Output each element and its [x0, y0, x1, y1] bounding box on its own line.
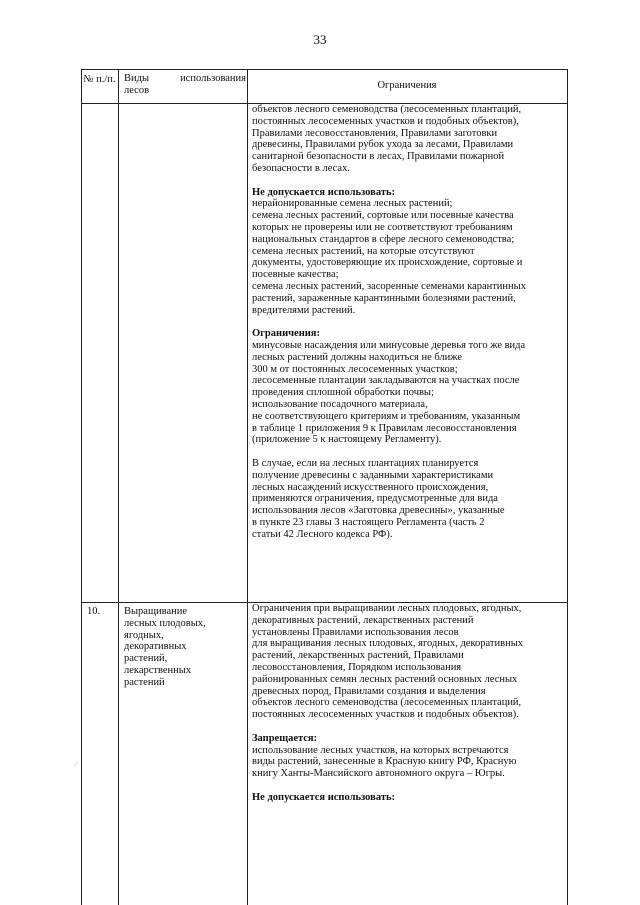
text-line: которых не проверены или не соответствуют требованиям [252, 221, 513, 233]
text-line: районированных семян лесных растений основных лесных [252, 673, 518, 685]
text-line: лесных плодовых, [124, 617, 206, 629]
text-line: древесных пород, Правилами создания и выделения [252, 685, 486, 697]
text-line: санитарной безопасности в лесах, Правилами пожарной [252, 151, 505, 163]
header-restrictions: Ограничения [377, 80, 437, 91]
forbidden-heading: Запрещается: [252, 732, 318, 744]
text-line: в таблице 1 приложения 9 к Правилам лесовосстановления [252, 422, 517, 434]
restrictions-list [252, 340, 562, 446]
text-line: виды растений, занесенные в Красную книгу РФ, Красную [252, 756, 517, 768]
header-forest-use-line1: Виды использования [124, 73, 246, 84]
text-line: минусовые насаждения или минусовые деревья того же вида [252, 339, 526, 351]
forbidden-list [252, 745, 562, 780]
row10-forest-use [124, 606, 246, 689]
text-line: безопасности в лесах. [252, 162, 350, 174]
table-top-border [81, 69, 568, 70]
text-line: семена лесных растений, сортовые или посевные качества [252, 210, 514, 222]
column-divider-2 [247, 69, 248, 905]
row10-paragraph [252, 603, 562, 721]
margin-mark: ⁄ [75, 760, 77, 769]
text-line: проведения сплошной обработки почвы; [252, 387, 434, 399]
continued-paragraph [252, 104, 562, 175]
text-line: статьи 42 Лесного кодекса РФ). [252, 528, 393, 540]
text-line: национальных стандартов в сфере лесного семеноводства; [252, 233, 515, 245]
header-forest-use-line2: лесов [124, 85, 150, 96]
text-line: использования лесов «Заготовка древесины», указанные [252, 505, 505, 517]
text-line: лесовосстановления, Порядком использования [252, 661, 462, 673]
not-allowed-list [252, 198, 562, 316]
text-line: В случае, если на лесных плантациях планируется [252, 457, 479, 469]
text-line: растений [124, 676, 165, 688]
row10-number: 10. [87, 606, 101, 617]
row10-restrictions [252, 603, 562, 804]
text-line: растений, лекарственных растений, Правилами [252, 650, 464, 662]
text-line: декоративных [124, 641, 187, 653]
table-left-border [81, 69, 82, 905]
text-line: не соответствующего критериям и требованиям, указанным [252, 410, 521, 422]
case-paragraph [252, 458, 562, 541]
text-line: 300 м от постоянных лесосеменных участков; [252, 363, 458, 375]
text-line: семена лесных растений, на которые отсутствуют [252, 245, 475, 257]
text-line: растений, зараженные карантинными болезнями растений, [252, 292, 516, 304]
text-line: в пункте 23 главы 3 настоящего Регламента (часть 2 [252, 516, 485, 528]
text-line: декоративных растений, лекарственных растений [252, 614, 474, 626]
not-allowed-heading: Не допускается использовать: [252, 186, 396, 198]
text-line: лесных растений должны находиться не ближе [252, 351, 463, 363]
text-line: документы, удостоверяющие их происхождение, сортовые и [252, 257, 523, 269]
text-line: лекарственных [124, 664, 192, 676]
text-line: лесосеменные плантации закладываются на участках после [252, 375, 520, 387]
text-line: семена лесных растений, засоренные семенами карантинных [252, 280, 526, 292]
table-right-border [567, 69, 568, 905]
header-forest-use [124, 73, 246, 97]
text-line: книгу Ханты-Мансийского автономного округа – Югры. [252, 768, 505, 780]
restrictions-heading: Ограничения: [252, 328, 320, 340]
text-line: объектов лесного семеноводства (лесосеменных плантаций, [252, 104, 522, 115]
text-line: ягодных, [124, 629, 164, 641]
text-line: постоянных лесосеменных участков и подобных объектов), [252, 115, 519, 127]
text-line: нерайонированные семена лесных растений; [252, 198, 453, 210]
text-line: использование посадочного материала, [252, 398, 428, 410]
text-line: Выращивание [124, 606, 188, 617]
restrictions-table [81, 69, 568, 905]
text-line: вредителями растений. [252, 304, 356, 316]
text-line: объектов лесного семеноводства (лесосеменных плантаций, [252, 697, 522, 709]
header-number: № п./п. [83, 74, 116, 85]
text-line: использование лесных участков, на которых встречаются [252, 744, 509, 756]
text-line: (приложение 5 к настоящему Регламенту). [252, 434, 442, 446]
page-number: 33 [313, 32, 327, 47]
text-line: получение древесины с заданными характеристиками [252, 469, 494, 481]
text-line: Ограничения при выращивании лесных плодовых, ягодных, [252, 603, 522, 614]
text-line: растений, [124, 653, 168, 665]
column-divider-1 [118, 69, 119, 905]
text-line: для выращивания лесных плодовых, ягодных, декоративных [252, 638, 524, 650]
text-line: применяются ограничения, предусмотренные для вида [252, 493, 498, 505]
text-line: посевные качества; [252, 269, 339, 281]
text-line: лесных насаждений искусственного происхождения, [252, 481, 489, 493]
continued-row-content [252, 104, 562, 540]
row10-not-allowed-heading: Не допускается использовать: [252, 791, 396, 803]
text-line: постоянных лесосеменных участков и подобных объектов). [252, 709, 519, 721]
text-line: Правилами лесовосстановления, Правилами заготовки [252, 127, 498, 139]
text-line: древесины, Правилами рубок ухода за лесами, Правилами [252, 139, 514, 151]
text-line: установлены Правилами использования лесов [252, 626, 459, 638]
